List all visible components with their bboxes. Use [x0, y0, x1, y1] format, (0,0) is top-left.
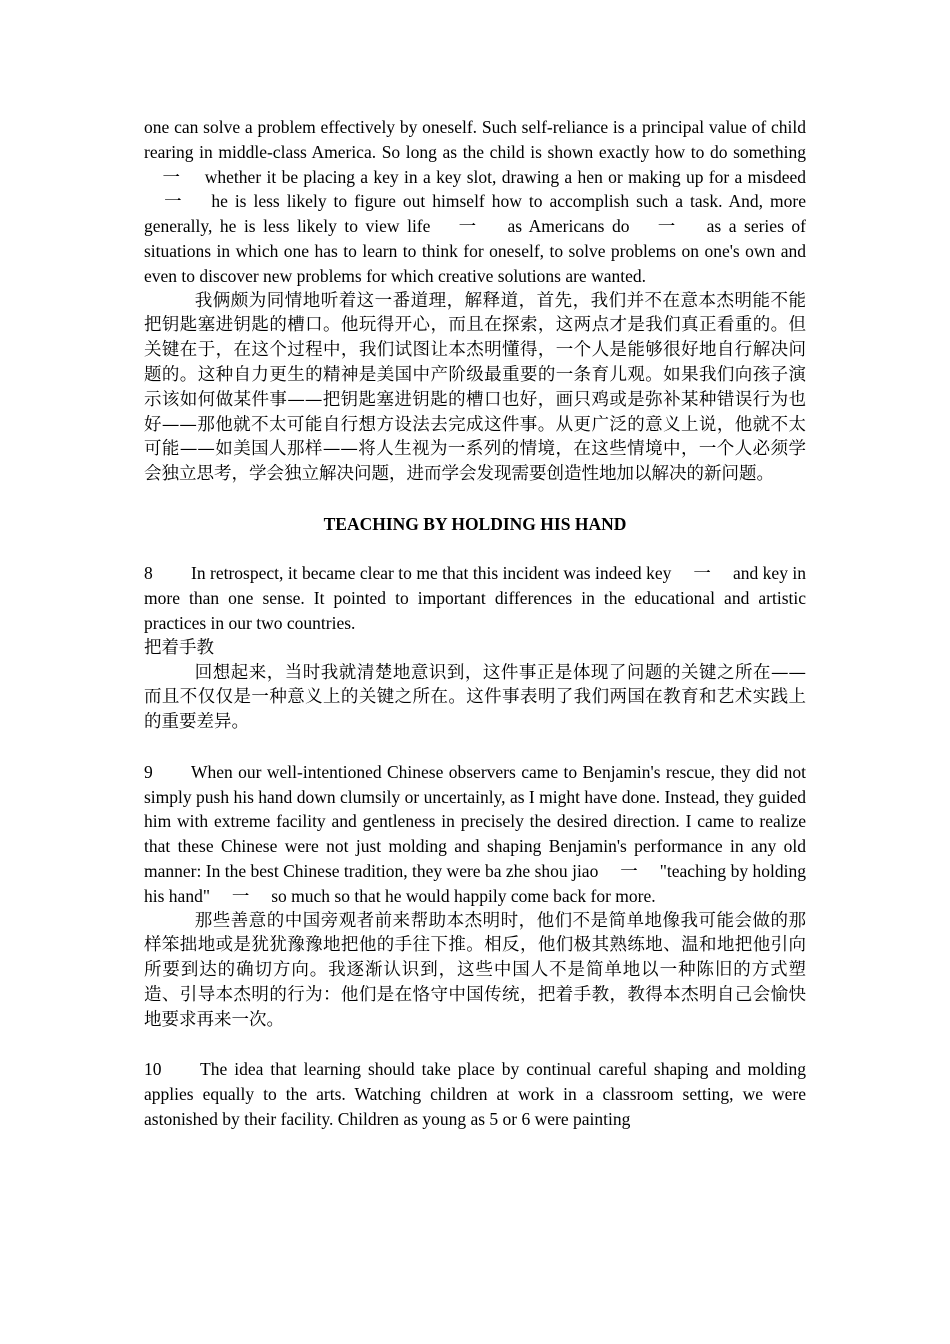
section-heading-english: TEACHING BY HOLDING HIS HAND	[323, 513, 627, 534]
paragraph-text: In retrospect, it became clear to me that this incident was indeed key 一 and key in more than one sense. It pointed to important differences in the educational and artistic practices in our two countries.	[144, 563, 806, 633]
paragraph-text: When our well-intentioned Chinese observers came to Benjamin's rescue, they did not simply push his hand down clumsily or uncertainly, as I might have done. Instead, they guided him with extreme facility and gentleness in precisely the desired direction. I came to realize that these Chinese were not just molding and shaping Benjamin's performance in any old manner: In the best Chinese tradition, they were ba zhe shou jiao 一 "teaching by holding his hand" 一 so much so that he would happily come back for more.	[144, 761, 806, 906]
paragraph-number: 8	[144, 563, 153, 584]
paragraph-number: 10	[144, 1059, 162, 1080]
spacer	[144, 735, 806, 760]
paragraph-8-english	[144, 561, 806, 635]
document-page	[144, 115, 806, 1132]
paragraph-7-chinese: 我俩颇为同情地听着这一番道理，解释道，首先，我们并不在意本杰明能不能把钥匙塞进钥匙的槽口。他玩得开心，而且在探索，这两点才是我们真正看重的。但关键在于，在这个过程中，我们试图让本杰明懂得，一个人是能够很好地自行解决问题的。这种自力更生的精神是美国中产阶级最重要的一条育儿观。如果我们向孩子演示该如何做某件事——把钥匙塞进钥匙的槽口也好，画只鸡或是弥补某种错误行为也好——那他就不太可能自行想方设法去完成这件事。从更广泛的意义上说，他就不太可能——如美国人那样——将人生视为一系列的情境，在这些情境中，一个人必须学会独立思考，学会独立解决问题，进而学会发现需要创造性地加以解决的新问题。	[144, 290, 806, 485]
spacer	[144, 487, 806, 512]
paragraph-8-chinese: 回想起来，当时我就清楚地意识到，这件事正是体现了问题的关键之所在——而且不仅仅是一种意义上的关键之所在。这件事表明了我们两国在教育和艺术实践上的重要差异。	[144, 662, 806, 733]
paragraph-9-english	[144, 760, 806, 909]
paragraph-number: 9	[144, 761, 153, 782]
spacer	[144, 1032, 806, 1057]
section-heading-chinese: 把着手教	[144, 637, 214, 658]
paragraph-10-english	[144, 1057, 806, 1131]
paragraph-9-chinese: 那些善意的中国旁观者前来帮助本杰明时，他们不是简单地像我可能会做的那样笨拙地或是犹犹豫豫地把他的手往下推。相反，他们极其熟练地、温和地把他引向所要到达的确切方向。我逐渐认识到，这些中国人不是简单地以一种陈旧的方式塑造、引导本杰明的行为：他们是在恪守中国传统，把着手教，教得本杰明自己会愉快地要求再来一次。	[144, 910, 806, 1030]
paragraph-text: The idea that learning should take place by continual careful shaping and molding applies equally to the arts. Watching children at work in a classroom setting, we were astonished by their facility. Children as young as 5 or 6 were painting	[144, 1059, 806, 1129]
spacer	[144, 537, 806, 562]
paragraph-7-english-continued: one can solve a problem effectively by oneself. Such self-reliance is a principal value of child rearing in middle-class America. So long as the child is shown exactly how to do something 一 whether it be placing a key in a key slot, drawing a hen or making up for a misdeed 一 he is less likely to figure out himself how to accomplish such a task. And, more generally, he is less likely to view life 一 as Americans do 一 as a series of situations in which one has to learn to think for oneself, to solve problems on one's own and even to discover new problems for which creative solutions are wanted.	[144, 117, 806, 286]
